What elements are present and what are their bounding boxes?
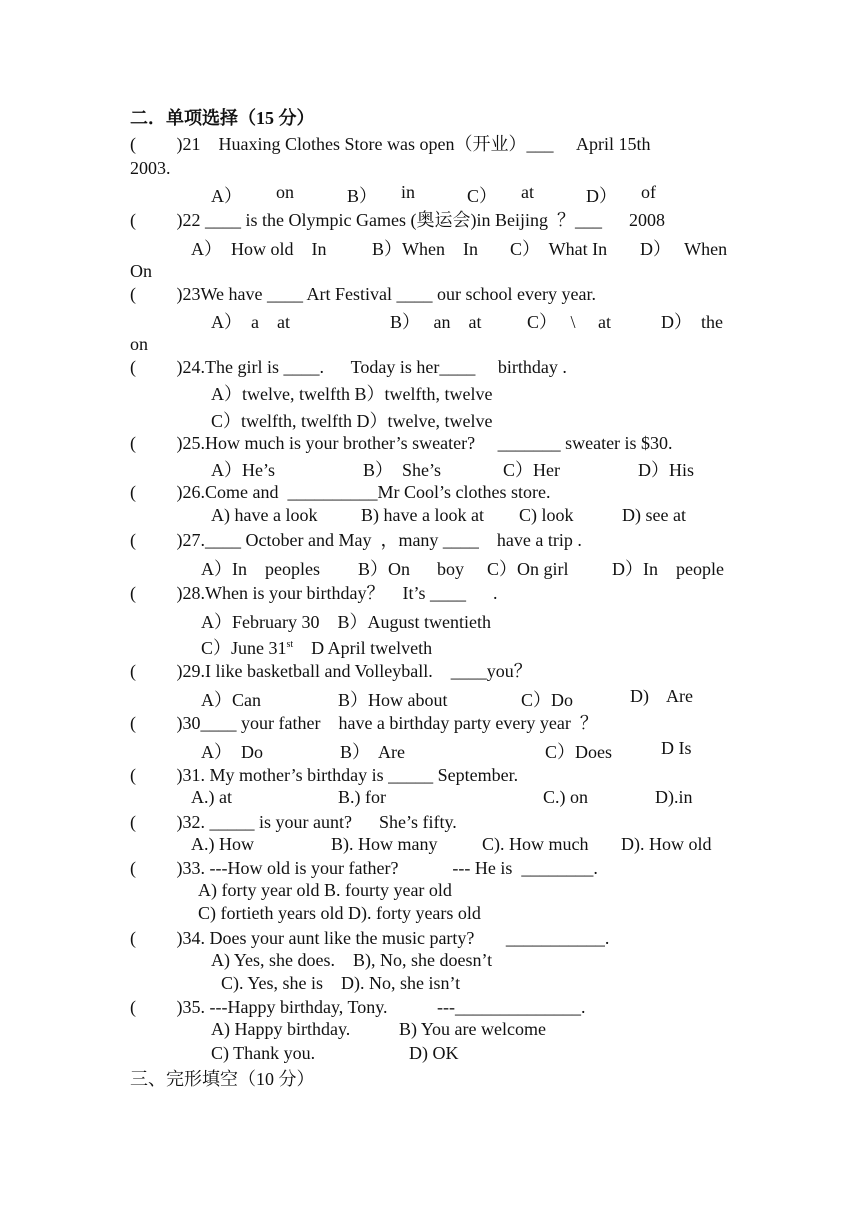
q21-option-c-label: C） — [467, 186, 498, 206]
q23-option-b: B） an at — [390, 312, 482, 332]
q28-option-c-superscript: st — [286, 639, 294, 650]
q21-option-b: in — [401, 182, 416, 202]
q25-option-d: D）His — [638, 460, 695, 480]
q24-options-cd: C）twelfth, twelfth D）twelve, twelve — [211, 411, 493, 431]
q30-option-b: B） Are — [340, 742, 405, 762]
q21-option-d: of — [641, 182, 656, 202]
question-21: ( )21 Huaxing Clothes Store was open（开业）___ April 15th — [130, 134, 651, 154]
question-25: ( )25.How much is your brother’s sweater? _______ sweater is $30. — [130, 433, 673, 453]
q22-option-c: C） What In — [510, 239, 608, 259]
q23-option-a: A） a at — [211, 312, 290, 332]
question-23-cont: on — [130, 334, 148, 354]
question-28: ( )28.When is your birthday？ It’s ____ . — [130, 583, 498, 603]
question-30: ( )30____ your father have a birthday party every year ？ — [130, 713, 598, 733]
question-26: ( )26.Come and __________Mr Cool’s clothes store. — [130, 482, 551, 502]
question-35: ( )35. ---Happy birthday, Tony. ---______________. — [130, 997, 586, 1017]
q28-option-d: D April twelveth — [293, 638, 433, 658]
q21-option-a-label: A） — [211, 186, 242, 206]
q21-option-c: at — [521, 182, 534, 202]
q31-option-a: A.) at — [191, 787, 232, 807]
q22-option-b: B）When In — [372, 239, 478, 259]
q27-option-d: D）In people — [612, 559, 724, 579]
q25-option-b: B） She’s — [363, 460, 442, 480]
q34-options-cd: C). Yes, she is D). No, she isn’t — [221, 973, 461, 993]
q32-option-b: B). How many — [331, 834, 438, 854]
question-23: ( )23We have ____ Art Festival ____ our school every year. — [130, 284, 596, 304]
q25-option-a: A）He’s — [211, 460, 275, 480]
section-2-title: 二．单项选择（15 分） — [130, 108, 315, 128]
question-22: ( )22 ____ is the Olympic Games (奥运会)in Beijing ？___ 2008 — [130, 210, 665, 230]
q23-option-c: C） \ at — [527, 312, 611, 332]
q21-option-d-label: D） — [586, 186, 617, 206]
q28-option-c: C）June 31 — [201, 638, 287, 658]
q26-option-d: D) see at — [622, 505, 686, 525]
q27-option-c: C）On girl — [487, 559, 569, 579]
q29-option-a: A）Can — [201, 690, 261, 710]
q21-option-b-label: B） — [347, 186, 378, 206]
question-34: ( )34. Does your aunt like the music party? ___________. — [130, 928, 610, 948]
q30-option-d: D Is — [661, 738, 692, 758]
question-33: ( )33. ---How old is your father? --- He is ________. — [130, 858, 598, 878]
question-22-cont: On — [130, 261, 152, 281]
q33-options-ab: A) forty year old B. fourty year old — [198, 880, 452, 900]
q25-option-c: C）Her — [503, 460, 560, 480]
q30-option-c: C）Does — [545, 742, 612, 762]
q22-option-a: A） How old In — [191, 239, 327, 259]
question-24: ( )24.The girl is ____. Today is her____ birthday . — [130, 357, 567, 377]
section-3-title: 三、完形填空（10 分） — [130, 1069, 315, 1089]
q28-options-cd — [201, 634, 432, 660]
question-31: ( )31. My mother’s birthday is _____ September. — [130, 765, 519, 785]
q33-options-cd: C) fortieth years old D). forty years old — [198, 903, 481, 923]
q26-option-a: A) have a look — [211, 505, 318, 525]
q32-option-a: A.) How — [191, 834, 254, 854]
q29-option-b: B）How about — [338, 690, 448, 710]
question-32: ( )32. _____ is your aunt? She’s fifty. — [130, 812, 457, 832]
q30-option-a: A） Do — [201, 742, 263, 762]
q31-option-c: C.) on — [543, 787, 588, 807]
q35-option-a: A) Happy birthday. — [211, 1019, 351, 1039]
q35-option-d: D) OK — [409, 1043, 459, 1063]
q26-option-b: B) have a look at — [361, 505, 484, 525]
q24-options-ab: A）twelve, twelfth B）twelfth, twelve — [211, 384, 493, 404]
q35-option-c: C) Thank you. — [211, 1043, 316, 1063]
q29-option-d: D) Are — [630, 686, 693, 706]
question-27: ( )27.____ October and May ，many ____ have a trip . — [130, 530, 582, 550]
q27-option-b: B）On boy — [358, 559, 465, 579]
q23-option-d: D） the — [661, 312, 723, 332]
q26-option-c: C) look — [519, 505, 574, 525]
q21-option-a: on — [276, 182, 294, 202]
q32-option-d: D). How old — [621, 834, 712, 854]
q32-option-c: C). How much — [482, 834, 589, 854]
q31-option-b: B.) for — [338, 787, 386, 807]
q22-option-d: D） When — [640, 239, 728, 259]
q29-option-c: C）Do — [521, 690, 574, 710]
q35-option-b: B) You are welcome — [399, 1019, 546, 1039]
question-29: ( )29.I like basketball and Volleyball. ____you？ — [130, 661, 532, 681]
q34-options-ab: A) Yes, she does. B), No, she doesn’t — [211, 950, 493, 970]
question-21-cont: 2003. — [130, 158, 171, 178]
q31-option-d: D).in — [655, 787, 693, 807]
q28-options-ab: A）February 30 B）August twentieth — [201, 612, 491, 632]
q27-option-a: A）In peoples — [201, 559, 320, 579]
